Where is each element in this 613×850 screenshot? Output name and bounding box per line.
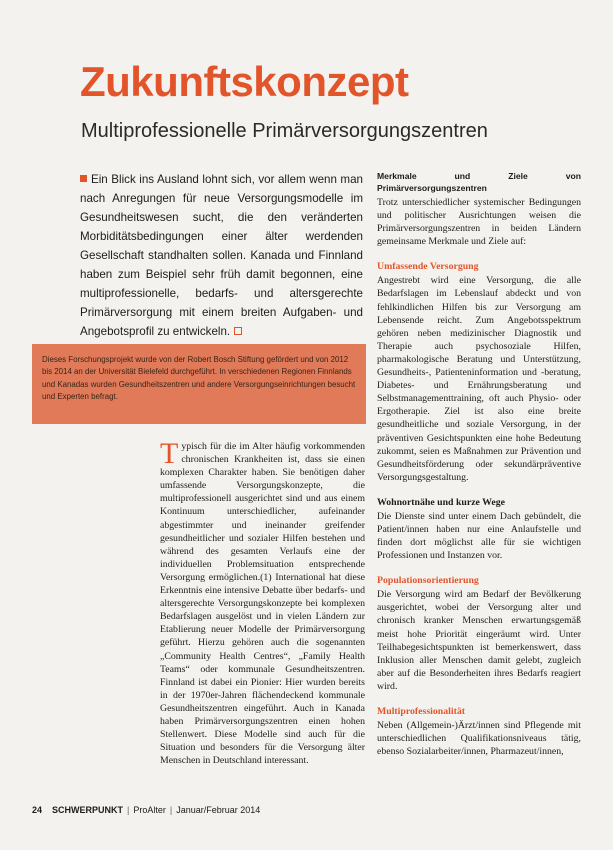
section-title: Multiprofessionalität — [377, 706, 465, 717]
section-name: SCHWERPUNKT — [52, 805, 124, 815]
section-title: Wohnortnähe und kurze Wege — [377, 496, 506, 508]
section-text: Die Dienste sind unter einem Dach gebündelt, die Patient/innen haben nur eine Anlaufstelle und finden dort möglichst alle für sie wichtigen Professionen und Instanzen vor. — [377, 510, 581, 562]
issue-date: Januar/Februar 2014 — [176, 805, 261, 815]
section-text: Die Versorgung wird am Bedarf der Bevölkerung ausgerichtet, wobei der Versorgung alter und chronisch kranker Menschen erwartungsgemäß meist hohe Priorität eingeräumt wird. Unter Teilhabegesichtspunkten ist bemerkenswert, dass Inklusion aller Menschen damit gelebt, zugleich aber auf die Besonderheiten ihres Bedarfs reagiert wird. — [377, 589, 581, 692]
features-column — [377, 170, 581, 758]
page-subtitle: Multiprofessionelle Primärversorgungszentren — [81, 120, 488, 142]
drop-cap: T — [160, 437, 179, 470]
section-title: Populationsorientierung — [377, 575, 479, 587]
page-title: Zukunftskonzept — [80, 58, 409, 105]
page-footer: 24 SCHWERPUNKT | ProAlter | Januar/Februar 2014 — [32, 805, 261, 815]
page-number: 24 — [32, 805, 43, 815]
magazine-name: ProAlter — [133, 805, 166, 815]
section-text: Angestrebt wird eine Versorgung, die alle Bedarfslagen im Lebenslauf abdeckt und von fehlkindlichen Hilfen bis zur Versorgung am Lebensende reicht. Zum Angebotsspektrum gehören neben medizinischer Diagnostik und Therapie auch psychosoziale Hilfen, pharmakologische Beratung und Unterstützung, Gesundheits-, Patienteninformation und -beratung, Diabetes- und Ernährungsberatung und Selbstmanagementtraining, oft auch Physio- oder Ergotherapie. Ziel ist also eine breite gesundheitliche und soziale Versorgung, in der präventiven Gesichtspunkten eine hohe Bedeutung zukommt, seien es Maßnahmen zur Prävention und Gesundheitsförderung oder sekundärpräventive Versorgungsgestaltung. — [377, 275, 581, 483]
features-intro: Trotz unterschiedlicher systemischer Bedingungen und politischer Ausrichtungen weisen die Primärversorgungszentren in beiden Ländern gemeinsame Merkmale und Ziele auf: — [377, 197, 581, 248]
features-heading: Merkmale und Ziele von Primärversorgungszentren — [377, 171, 581, 193]
project-info-box — [32, 344, 366, 424]
square-bullet-icon — [80, 175, 87, 182]
main-body-column — [160, 437, 365, 767]
lead-text: Ein Blick ins Ausland lohnt sich, vor allem wenn man nach Anregungen für neue Versorgungsmodelle im Gesundheitswesen sucht, die den veränderten Morbiditätsbedingungen einer älter werdenden Gesellschaft standhalten sollen. Kanada und Finnland haben zum Beispiel sehr früh damit begonnen, eine multiprofessionelle, bedarfs- und altersgerechte Primärversorgung mit einem breiten Aufgaben- und Angebotsprofil zu entwickeln. — [80, 173, 363, 338]
section-title: Umfassende Versorgung — [377, 261, 479, 273]
lead-paragraph — [80, 170, 363, 341]
end-mark-icon — [234, 327, 242, 335]
section-text: Neben (Allgemein-)Ärzt/innen sind Pflegende mit unterschiedlichen Qualifikationsniveaus tätig, ebenso Sozialarbeiter/innen, Pharmazeut/innen, — [377, 720, 581, 758]
project-info-text: Dieses Forschungsprojekt wurde von der Robert Bosch Stiftung gefördert und von 2012 bis 2014 an der Universität Bielefeld durchgeführt. In verschiedenen Regionen Finnlands und Kanadas wurden Gesundheitszentren und andere Versorgungseinrichtungen besucht und Experten befragt. — [42, 355, 356, 402]
main-body-text: ypisch für die im Alter häufig vorkommenden chronischen Krankheiten ist, dass sie einen komplexen Charakter haben. Sie benötigen daher umfassende Versorgungskonzepte, die multiprofessionell ausgerichtet sind und aus einem Kontinuum unterschiedlicher, aufeinander abgestimmter und ineinander greifender gesundheitlicher und sozialer Hilfen bestehen und während des gesamten Verlaufs eine der individuellen Problemsituation entsprechende Versorgung ermöglichen.(1) International hat diese Erkenntnis eine intensive Debatte über bedarfs- und altersgerechte Versorgungskonzepte bei komplexen Bedarfslagen ausgelöst und in vielen Ländern zur Etablierung neuer Modelle der Primärversorgung geführt. Hierzu gehören auch die sogenannten „Community Health Centres“, „Family Health Teams“ oder kommunale Gesundheitszentren. Finnland ist dabei ein Pionier: Hier wurden bereits in der 1970er-Jahren flächendeckend kommunale Gesundheitszentren eingeführt. Auch in Kanada haben Primärversorgungszentren einen hohen Stellenwert. Diese Modelle sind auch für die Situation und besonders für die Versorgung älter Menschen in Deutschland interessant. — [160, 441, 365, 767]
